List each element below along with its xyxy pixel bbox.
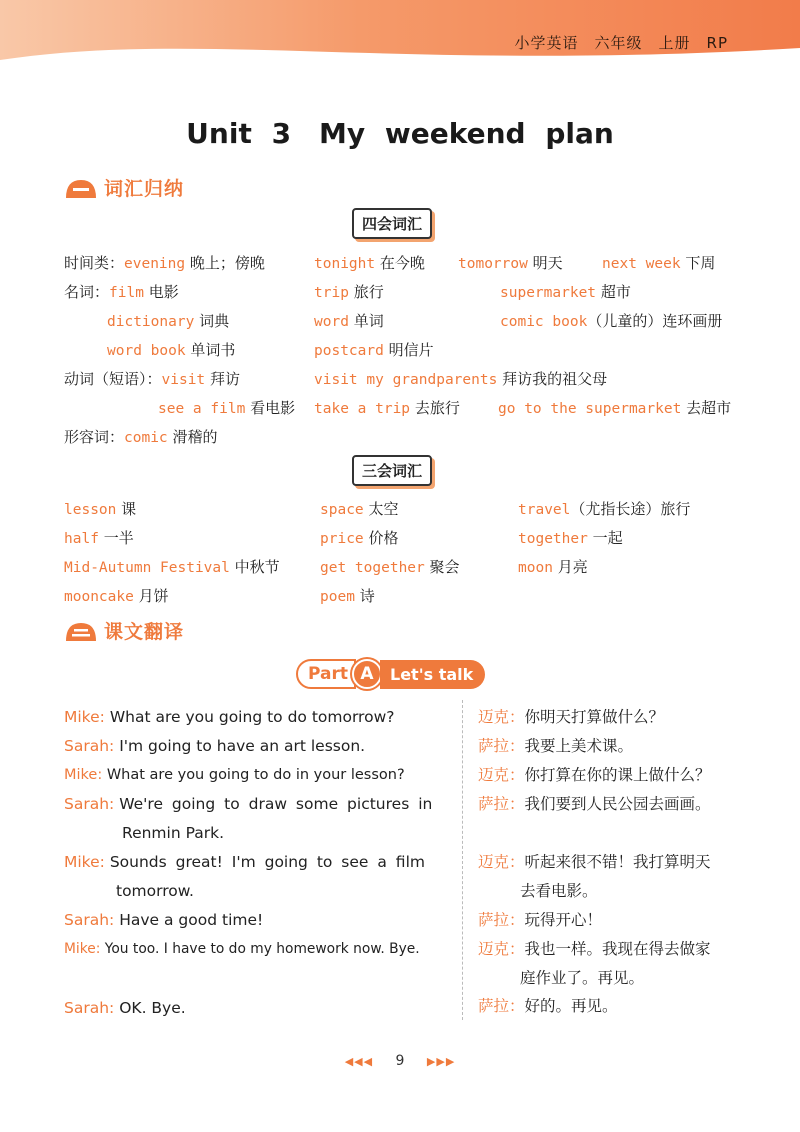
dialogue-line: Mike: You too. I have to do my homework now. Bye. [64, 941, 420, 957]
list-item: price 价格 [320, 529, 399, 547]
list-item: take a trip 去旅行 [314, 399, 460, 417]
tag-three-skill-vocab: 三会词汇 [352, 455, 432, 486]
list-item: supermarket 超市 [500, 283, 631, 301]
section-dome-icon [64, 621, 98, 641]
dialogue-line: 迈克：你明天打算做什么？ [478, 708, 665, 726]
list-item: visit my grandparents 拜访我的祖父母 [314, 370, 608, 388]
list-item: go to the supermarket 去超市 [498, 399, 732, 417]
list-item: mooncake 月饼 [64, 587, 169, 605]
section-label: 课文翻译 [104, 621, 185, 643]
list-item: tonight 在今晚 [314, 254, 425, 272]
list-item: 名词：film 电影 [64, 283, 179, 301]
part-letter: A [352, 659, 382, 689]
list-item: Mid-Autumn Festival 中秋节 [64, 558, 280, 576]
section-heading-translation [64, 617, 184, 644]
list-item: dictionary 词典 [107, 312, 230, 330]
column-divider [462, 700, 463, 1020]
part-label: Part [296, 659, 356, 689]
dialogue-line: Sarah: We're going to draw some pictures in Renmin Park. [64, 795, 433, 842]
list-item: comic book（儿童的）连环画册 [500, 312, 723, 330]
dialogue-line: Mike: What are you going to do tomorrow? [64, 708, 395, 726]
header-band [0, 0, 800, 64]
left-arrows-icon: ◀◀◀ [344, 1055, 374, 1068]
page-title: Unit 3 My weekend plan [186, 117, 614, 150]
list-item: space 太空 [320, 500, 399, 518]
list-item: travel（尤指长途）旅行 [518, 500, 691, 518]
dialogue-line: Mike: Sounds great! I'm going to see a film tomorrow. [64, 853, 425, 900]
section-label: 词汇归纳 [104, 178, 185, 200]
list-item: moon 月亮 [518, 558, 588, 576]
dialogue-line: 迈克：你打算在你的课上做什么？ [478, 766, 711, 784]
list-item: 时间类：evening 晚上；傍晚 [64, 254, 265, 272]
list-item: word book 单词书 [107, 341, 236, 359]
part-title: Let's talk [380, 660, 485, 689]
list-item: postcard 明信片 [314, 341, 434, 359]
dialogue-line: 萨拉：我们要到人民公园去画画。 [478, 795, 711, 813]
list-item: get together 聚会 [320, 558, 460, 576]
dialogue-line: Mike: What are you going to do in your lesson? [64, 767, 405, 783]
section-number-glyph [73, 188, 89, 191]
dialogue-line: 萨拉：玩得开心！ [478, 911, 603, 929]
list-item: trip 旅行 [314, 283, 384, 301]
list-item: lesson 课 [64, 500, 137, 518]
dialogue-line: 萨拉：我要上美术课。 [478, 737, 634, 755]
tag-four-skill-vocab: 四会词汇 [352, 208, 432, 239]
list-item: word 单词 [314, 312, 384, 330]
page-number: ◀◀◀ 9 ▶▶▶ [344, 1053, 456, 1069]
list-item: tomorrow 明天 [458, 254, 563, 272]
list-item: 形容词：comic 滑稽的 [64, 428, 218, 446]
dialogue-line: 迈克：听起来很不错！我打算明天 去看电影。 [478, 853, 711, 900]
right-arrows-icon: ▶▶▶ [426, 1055, 456, 1068]
part-a-badge [296, 659, 485, 689]
dialogue-line: Sarah: I'm going to have an art lesson. [64, 737, 366, 755]
dialogue-line: 迈克：我也一样。我现在得去做家 庭作业了。再见。 [478, 940, 711, 987]
list-item: half 一半 [64, 529, 134, 547]
list-item: next week 下周 [602, 254, 716, 272]
dialogue-line: 萨拉：好的。再见。 [478, 997, 618, 1015]
dialogue-line: Sarah: Have a good time! [64, 911, 264, 929]
section-dome-icon [64, 178, 98, 198]
header-text: 小学英语 六年级 上册 RP [514, 34, 728, 52]
list-item: see a film 看电影 [158, 399, 296, 417]
list-item: poem 诗 [320, 587, 375, 605]
list-item: together 一起 [518, 529, 623, 547]
section-heading-vocab [64, 174, 184, 201]
list-item: 动词（短语）：visit 拜访 [64, 370, 240, 388]
dialogue-line: Sarah: OK. Bye. [64, 999, 186, 1017]
